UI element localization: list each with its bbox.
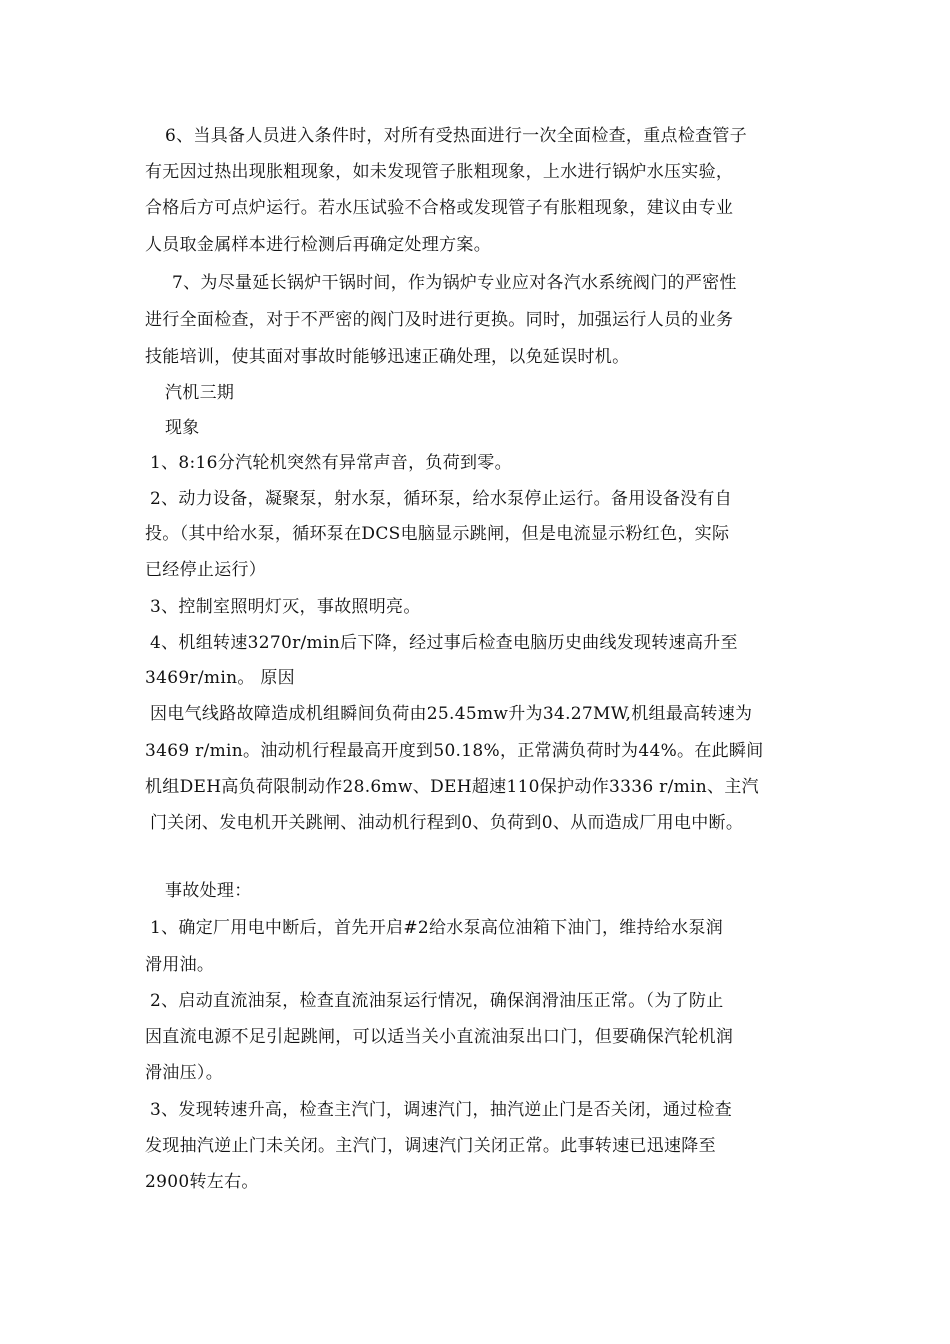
section-heading: 汽机三期 bbox=[165, 383, 235, 403]
text-line: 有无因过热出现胀粗现象，如未发现管子胀粗现象，上水进行锅炉水压实验， bbox=[145, 162, 734, 182]
text-line: 门关闭、发电机开关跳闸、油动机行程到0、负荷到0、从而造成厂用电中断。 bbox=[150, 813, 744, 833]
text-line: 4、机组转速3270r/min后下降，经过事后检查电脑历史曲线发现转速高升至 bbox=[150, 633, 738, 653]
text-line: 机组DEH高负荷限制动作28.6mw、DEH超速110保护动作3336 r/min、主汽 bbox=[145, 777, 759, 797]
text-line: 进行全面检查，对于不严密的阀门及时进行更换。同时，加强运行人员的业务 bbox=[145, 310, 734, 330]
text-line: 投。（其中给水泵，循环泵在DCS电脑显示跳闸，但是电流显示粉红色，实际 bbox=[145, 524, 730, 544]
text-line: 已经停止运行） bbox=[145, 560, 267, 580]
text-line: 1、8:16分汽轮机突然有异常声音，负荷到零。 bbox=[150, 453, 512, 473]
text-line: 因直流电源不足引起跳闸，可以适当关小直流油泵出口门，但要确保汽轮机润 bbox=[145, 1027, 734, 1047]
section-heading: 事故处理： bbox=[165, 881, 252, 901]
text-line: 1、确定厂用电中断后，首先开启#2给水泵高位油箱下油门，维持给水泵润 bbox=[150, 918, 724, 938]
section-heading: 现象 bbox=[165, 418, 200, 438]
text-line: 技能培训，使其面对事故时能够迅速正确处理，以免延误时机。 bbox=[145, 347, 630, 367]
text-line: 人员取金属样本进行检测后再确定处理方案。 bbox=[145, 235, 491, 255]
text-line: 3469 r/min。油动机行程最高开度到50.18%，正常满负荷时为44%。在此瞬间 bbox=[145, 741, 764, 761]
text-line: 3、控制室照明灯灭，事故照明亮。 bbox=[150, 597, 421, 617]
text-line: 3469r/min。 原因 bbox=[145, 668, 295, 688]
text-line: 2、动力设备，凝聚泵，射水泵，循环泵，给水泵停止运行。备用设备没有自 bbox=[150, 489, 733, 509]
text-line: 滑用油。 bbox=[145, 955, 215, 975]
text-line: 2、启动直流油泵，检查直流油泵运行情况，确保润滑油压正常。（为了防止 bbox=[150, 991, 724, 1011]
text-line: 3、发现转速升高，检查主汽门，调速汽门，抽汽逆止门是否关闭，通过检查 bbox=[150, 1100, 733, 1120]
text-line: 滑油压）。 bbox=[145, 1063, 223, 1083]
text-line: 合格后方可点炉运行。若水压试验不合格或发现管子有胀粗现象，建议由专业 bbox=[145, 198, 734, 218]
text-line: 因电气线路故障造成机组瞬间负荷由25.45mw升为34.27MW,机组最高转速为 bbox=[150, 704, 753, 724]
text-line: 发现抽汽逆止门未关闭。主汽门，调速汽门关闭正常。此事转速已迅速降至 bbox=[145, 1136, 716, 1156]
text-line: 7、为尽量延长锅炉干锅时间，作为锅炉专业应对各汽水系统阀门的严密性 bbox=[172, 273, 737, 293]
text-line: 6、当具备人员进入条件时，对所有受热面进行一次全面检查，重点检查管子 bbox=[165, 126, 748, 146]
text-line: 2900转左右。 bbox=[145, 1172, 259, 1192]
